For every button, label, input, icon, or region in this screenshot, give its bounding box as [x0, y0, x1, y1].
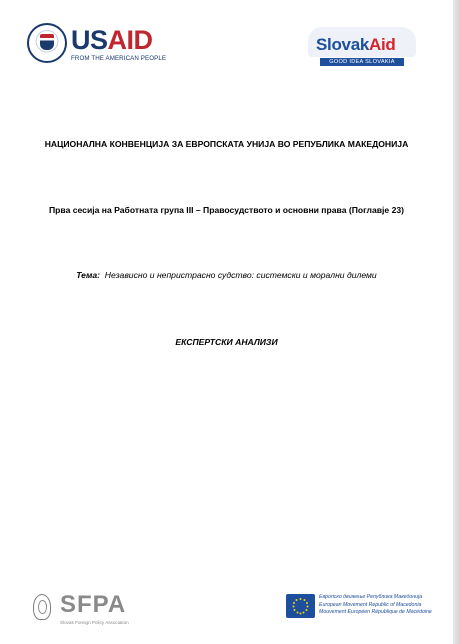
- document-title: НАЦИОНАЛНА КОНВЕНЦИЈА ЗА ЕВРОПСКАТА УНИЈА ВО РЕПУБЛИКА МАКЕДОНИЈА: [44, 139, 409, 149]
- european-movement-line-fr: Mouvement Européen République de Macédoine: [319, 609, 432, 616]
- slovakaid-tagline: GOOD IDEA SLOVAKIA: [320, 58, 404, 66]
- usaid-brand-aid: AID: [107, 25, 153, 55]
- slovakaid-wordmark: [316, 35, 396, 55]
- usaid-brand-us: US: [71, 25, 108, 55]
- usaid-seal-icon: [27, 23, 67, 63]
- usaid-tagline: FROM THE AMERICAN PEOPLE: [71, 55, 167, 62]
- sfpa-wordmark: SFPA: [60, 591, 127, 618]
- european-movement-line-en: European Movement Republic of Macedonia: [319, 601, 422, 608]
- theme-line: [0, 270, 453, 280]
- slovakaid-brand-aid: Aid: [369, 35, 396, 54]
- sfpa-subtitle: Slovak Foreign Policy Association: [60, 620, 129, 625]
- usaid-logo: [27, 23, 167, 69]
- section-heading: ЕКСПЕРТСКИ АНАЛИЗИ: [175, 337, 278, 347]
- european-movement-logo: [286, 592, 436, 622]
- sfpa-logo: [33, 592, 153, 634]
- slovakaid-logo: [308, 27, 416, 67]
- page-edge-shadow: [453, 0, 459, 644]
- european-movement-line-mk: Европско движење Република Македонија: [319, 594, 423, 600]
- sfpa-emblem-icon: [33, 594, 51, 620]
- theme-label: Тема:: [76, 270, 100, 280]
- eu-stars-icon: [286, 594, 315, 618]
- session-subtitle: Прва сесија на Работната група III – Правосудството и основни права (Поглавје 23): [48, 205, 405, 215]
- eu-flag-icon: [286, 594, 315, 618]
- usaid-wordmark: [71, 26, 153, 54]
- european-movement-text: [319, 594, 432, 617]
- slovakaid-brand-slovak: Slovak: [316, 35, 370, 54]
- theme-text: Независно и непристрасно судство: системски и морални дилеми: [104, 270, 377, 280]
